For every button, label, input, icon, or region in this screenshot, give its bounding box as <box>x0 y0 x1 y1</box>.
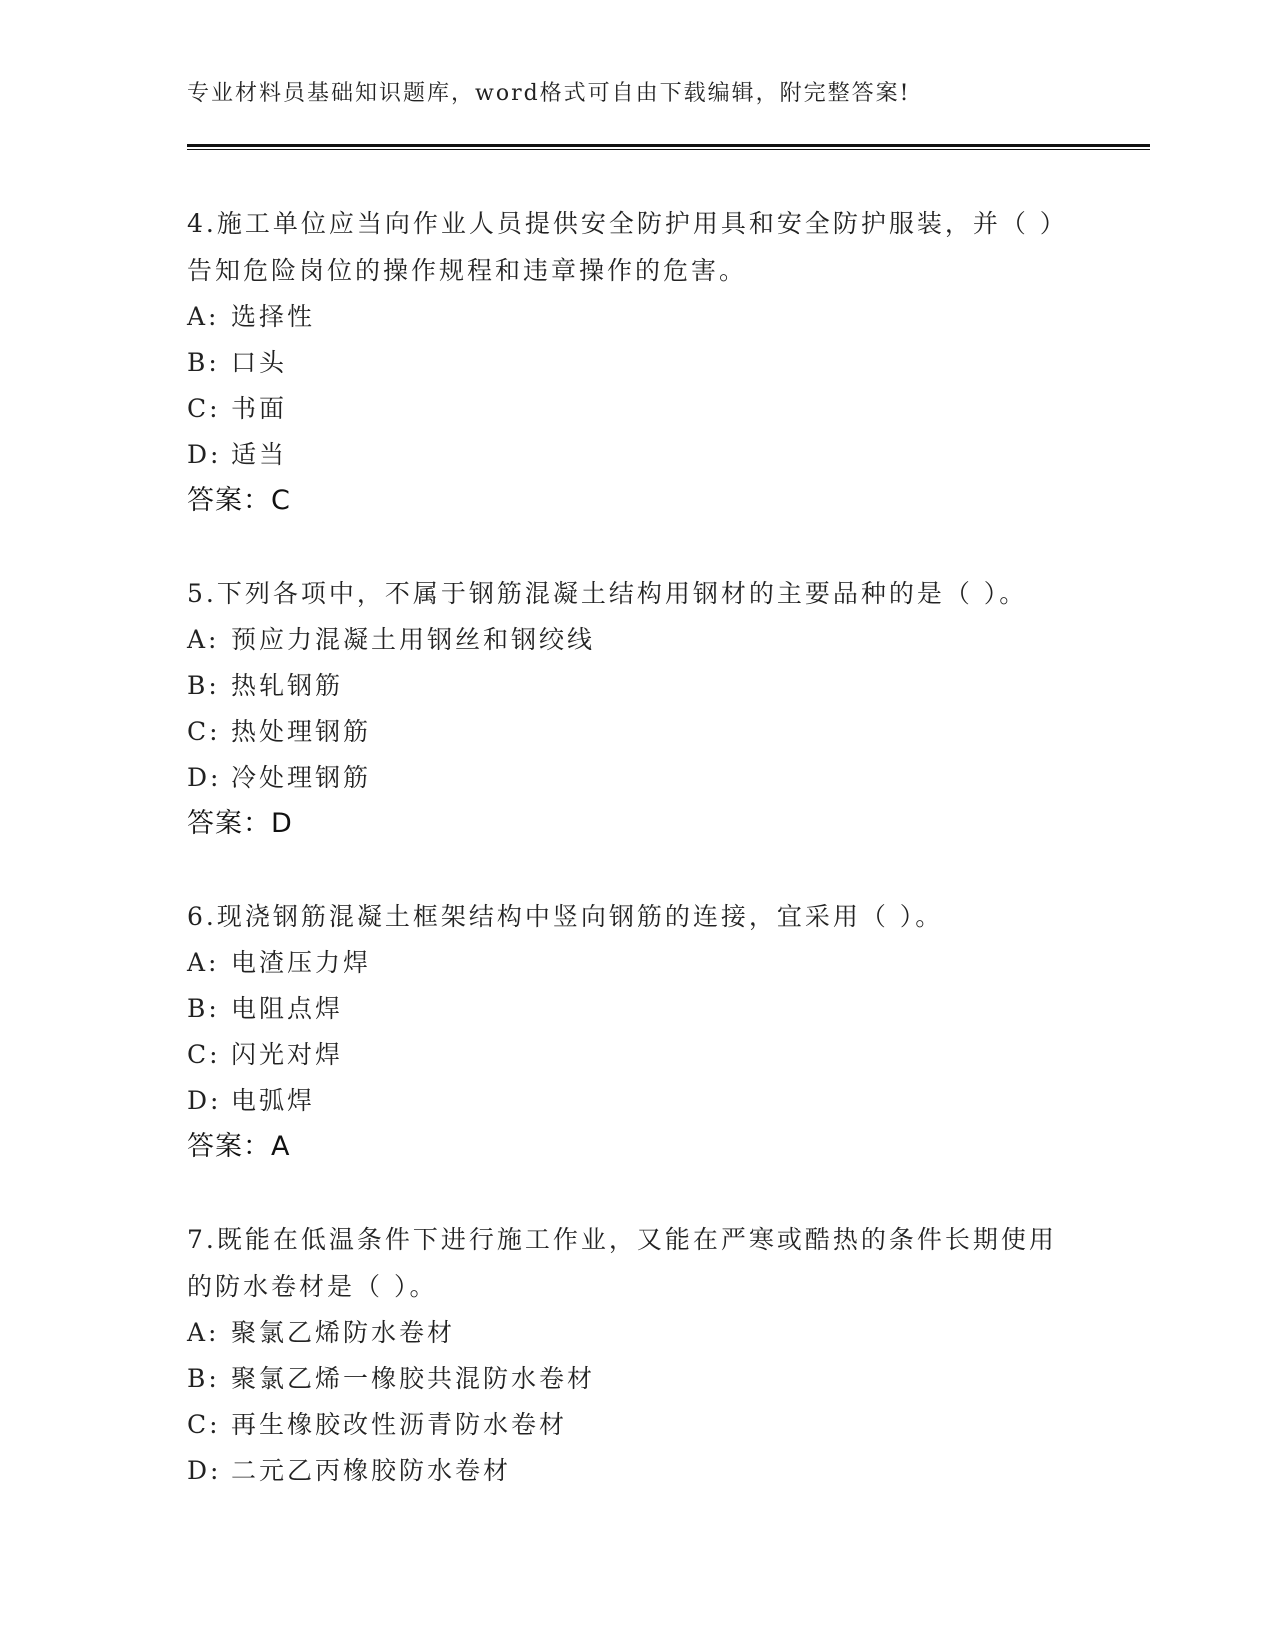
option-text: 口头 <box>231 348 288 377</box>
question-stem: 7.既能在低温条件下进行施工作业，又能在严寒或酷热的条件长期使用的防水卷材是（ ）。 <box>187 1225 1057 1301</box>
option-label: A: <box>187 625 220 654</box>
option-text: 电渣压力焊 <box>231 948 372 977</box>
question-list <box>187 200 1067 1540</box>
option-b <box>187 986 1067 1032</box>
option-c <box>187 1402 1067 1448</box>
option-a <box>187 940 1067 986</box>
option-label: A: <box>187 1318 220 1347</box>
option-d <box>187 755 1067 801</box>
option-a <box>187 1310 1067 1356</box>
option-text: 适当 <box>231 440 288 469</box>
question-stem: 5.下列各项中，不属于钢筋混凝土结构用钢材的主要品种的是（ ）。 <box>187 579 1028 608</box>
option-b <box>187 1356 1067 1402</box>
option-c <box>187 1032 1067 1078</box>
option-label: D: <box>187 1086 222 1115</box>
option-label: B: <box>187 1364 220 1393</box>
option-label: A: <box>187 948 220 977</box>
option-label: D: <box>187 763 222 792</box>
answer-line: 答案：D <box>187 808 293 839</box>
option-label: B: <box>187 348 220 377</box>
option-d <box>187 1448 1067 1494</box>
question-6 <box>187 893 1067 1170</box>
option-text: 预应力混凝土用钢丝和钢绞线 <box>231 625 596 654</box>
option-label: C: <box>187 1040 221 1069</box>
option-d <box>187 1078 1067 1124</box>
question-7 <box>187 1216 1067 1494</box>
option-d <box>187 432 1067 478</box>
option-text: 书面 <box>231 394 288 423</box>
option-text: 聚氯乙烯防水卷材 <box>231 1318 456 1347</box>
question-stem: 4.施工单位应当向作业人员提供安全防护用具和安全防护服装，并（ ）告知危险岗位的操作规程和违章操作的危害。 <box>187 209 1056 285</box>
option-label: B: <box>187 994 220 1023</box>
option-text: 聚氯乙烯一橡胶共混防水卷材 <box>231 1364 596 1393</box>
option-text: 二元乙丙橡胶防水卷材 <box>231 1456 512 1485</box>
page-header: 专业材料员基础知识题库，word格式可自由下载编辑，附完整答案! <box>187 81 911 106</box>
option-label: D: <box>187 1456 222 1485</box>
answer-line: 答案：A <box>187 1131 291 1162</box>
option-text: 热处理钢筋 <box>231 717 372 746</box>
option-c <box>187 386 1067 432</box>
option-b <box>187 663 1067 709</box>
header-divider <box>187 144 1150 150</box>
option-label: D: <box>187 440 222 469</box>
answer-line: 答案：C <box>187 485 291 516</box>
option-label: C: <box>187 394 221 423</box>
question-4 <box>187 200 1067 524</box>
option-label: A: <box>187 302 220 331</box>
option-text: 再生橡胶改性沥青防水卷材 <box>231 1410 568 1439</box>
option-text: 冷处理钢筋 <box>231 763 372 792</box>
option-text: 热轧钢筋 <box>231 671 344 700</box>
option-label: B: <box>187 671 220 700</box>
option-b <box>187 340 1067 386</box>
option-label: C: <box>187 1410 221 1439</box>
question-stem: 6.现浇钢筋混凝土框架结构中竖向钢筋的连接，宜采用（ ）。 <box>187 902 944 931</box>
option-label: C: <box>187 717 221 746</box>
option-text: 电阻点焊 <box>231 994 344 1023</box>
option-c <box>187 709 1067 755</box>
option-text: 闪光对焊 <box>231 1040 344 1069</box>
option-text: 选择性 <box>231 302 316 331</box>
option-a <box>187 617 1067 663</box>
question-5 <box>187 570 1067 847</box>
option-text: 电弧焊 <box>231 1086 316 1115</box>
option-a <box>187 294 1067 340</box>
